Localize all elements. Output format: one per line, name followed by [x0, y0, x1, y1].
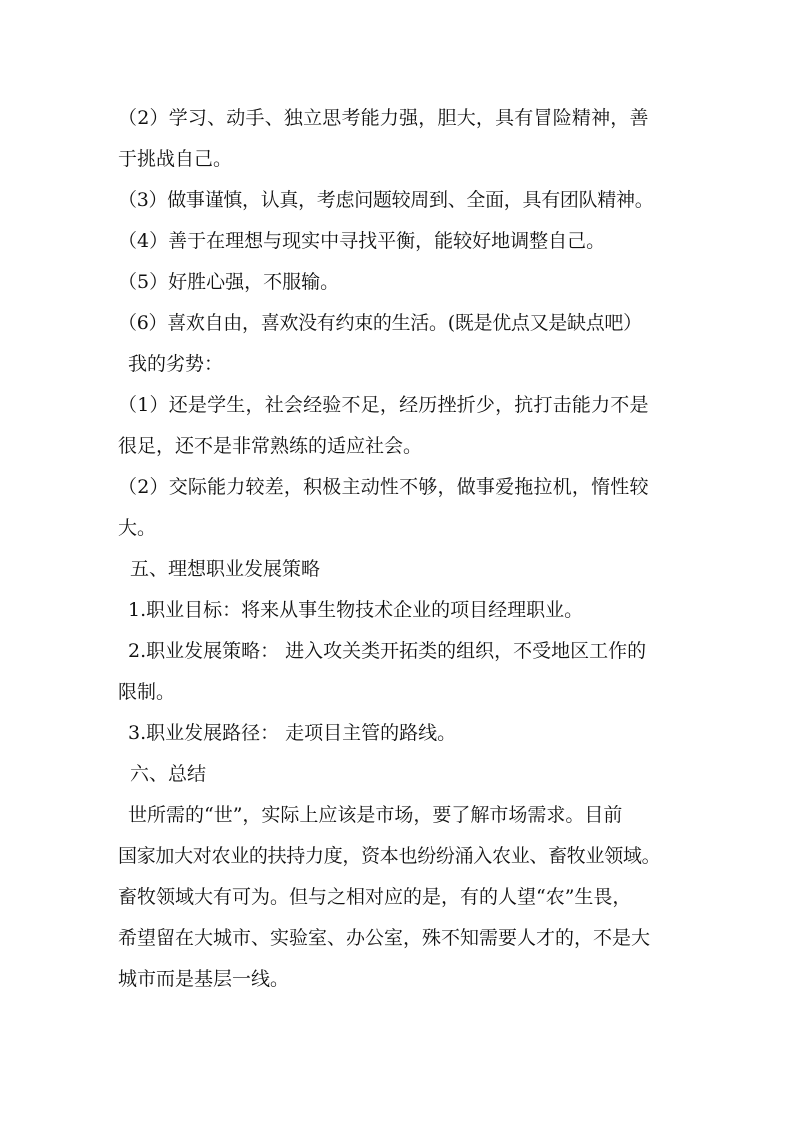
- paragraph-line: 1.职业目标：将来从事生物技术企业的项目经理职业。: [128, 599, 584, 621]
- paragraph-line: 于挑战自己。: [118, 148, 233, 170]
- section-heading: 六、总结: [130, 763, 207, 785]
- paragraph-line: 3.职业发展路径： 走项目主管的路线。: [128, 722, 457, 744]
- paragraph-line: 2.职业发展策略： 进入攻关类开拓类的组织，不受地区工作的: [128, 640, 647, 662]
- paragraph-line: （4）善于在理想与现实中寻找平衡，能较好地调整自己。: [118, 230, 606, 252]
- paragraph-line: 国家加大对农业的扶持力度，资本也纷纷涌入农业、畜牧业领域。: [118, 845, 661, 867]
- paragraph-line: （2）学习、动手、独立思考能力强，胆大，具有冒险精神，善: [118, 107, 649, 129]
- paragraph-line: 畜牧领域大有可为。但与之相对应的是，有的人望“农”生畏，: [118, 886, 632, 908]
- paragraph-line: （5）好胜心强，不服输。: [118, 271, 340, 293]
- paragraph-line: 限制。: [118, 681, 176, 703]
- paragraph-line: 大。: [118, 517, 157, 539]
- section-heading: 我的劣势：: [128, 353, 224, 375]
- paragraph-line: （2）交际能力较差，积极主动性不够，做事爱拖拉机，惰性较: [118, 476, 649, 498]
- section-heading: 五、理想职业发展策略: [130, 558, 321, 580]
- paragraph-line: 城市而是基层一线。: [118, 968, 290, 990]
- paragraph-line: 希望留在大城市、实验室、办公室，殊不知需要人才的，不是大: [118, 927, 651, 949]
- paragraph-line: 很足，还不是非常熟练的适应社会。: [118, 435, 423, 457]
- paragraph-line: 世所需的“世”，实际上应该是市场，要了解市场需求。目前: [128, 804, 623, 826]
- paragraph-line: （1）还是学生，社会经验不足，经历挫折少，抗打击能力不是: [118, 394, 649, 416]
- paragraph-line: （6）喜欢自由，喜欢没有约束的生活。(既是优点又是缺点吧）: [118, 312, 642, 334]
- document-body: [118, 98, 674, 1000]
- paragraph-line: （3）做事谨慎，认真，考虑问题较周到、全面，具有团队精神。: [118, 189, 654, 211]
